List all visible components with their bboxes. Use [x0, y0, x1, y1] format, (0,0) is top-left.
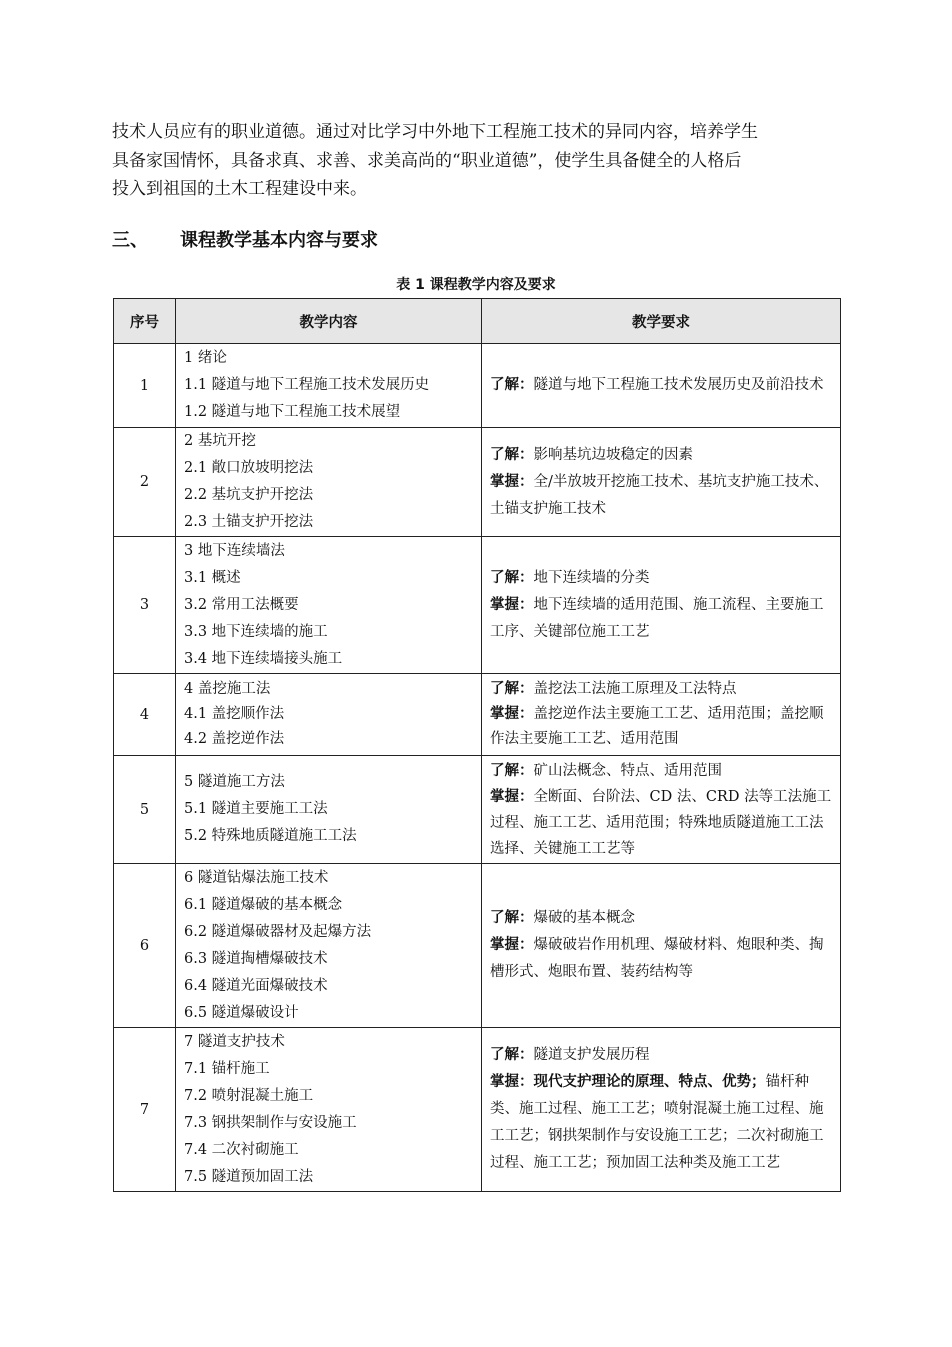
table-row [114, 864, 841, 1028]
content-line: 7 隧道支护技术 [184, 1033, 285, 1050]
row-content [176, 428, 482, 537]
content-line: 3.4 地下连续墙接头施工 [184, 650, 343, 667]
master-text: 全断面、台阶法、CD 法、CRD 法等工法施工过程、施工工艺、适用范围；特殊地质隧道施工工法选择、关键施工工艺等 [490, 788, 832, 857]
understand-text: 地下连续墙的分类 [533, 569, 650, 586]
row-content [176, 756, 482, 864]
section-number: 三、 [112, 230, 148, 251]
content-line: 6 隧道钻爆法施工技术 [184, 869, 329, 886]
master-text: 地下连续墙的适用范围、施工流程、主要施工工序、关键部位施工工艺 [490, 596, 824, 640]
row-seq: 1 [114, 344, 176, 428]
understand-label: 了解： [490, 681, 534, 697]
content-line: 7.5 隧道预加固工法 [184, 1168, 314, 1185]
master-label: 掌握： [490, 937, 534, 953]
header-content: 教学内容 [176, 299, 482, 344]
understand-label: 了解： [490, 762, 534, 779]
content-line: 2.1 敞口放坡明挖法 [184, 460, 314, 476]
row-content [176, 1028, 482, 1192]
row-requirement [482, 756, 841, 864]
content-line: 1 绪论 [184, 350, 227, 366]
course-content-table [113, 298, 841, 1192]
master-text: 锚杆种类、施工过程、施工工艺；喷射混凝土施工过程、施工工艺；钢拱架制作与安设施工工艺；二次衬砌施工过程、施工工艺；预加固工法种类及施工工艺 [490, 1074, 824, 1171]
master-label: 掌握： [490, 1074, 534, 1090]
content-line: 3.3 地下连续墙的施工 [184, 623, 328, 640]
content-line: 7.3 钢拱架制作与安设施工 [184, 1114, 357, 1131]
understand-text: 隧道与地下工程施工技术发展历史及前沿技术 [533, 377, 824, 393]
row-seq: 7 [114, 1028, 176, 1192]
content-line: 3.1 概述 [184, 569, 241, 586]
content-line: 5.2 特殊地质隧道施工工法 [184, 828, 357, 844]
row-seq: 6 [114, 864, 176, 1028]
understand-label: 了解： [490, 910, 534, 926]
master-bold-text: 现代支护理论的原理、特点、优势； [533, 1074, 766, 1090]
content-line: 6.4 隧道光面爆破技术 [184, 977, 328, 994]
understand-label: 了解： [490, 377, 534, 393]
row-content [176, 344, 482, 428]
understand-text: 爆破的基本概念 [533, 910, 635, 926]
row-seq: 3 [114, 537, 176, 674]
row-requirement [482, 674, 841, 756]
understand-text: 盖挖法工法施工原理及工法特点 [533, 681, 737, 697]
header-requirement: 教学要求 [482, 299, 841, 344]
content-line: 6.5 隧道爆破设计 [184, 1004, 299, 1021]
table-caption: 表 1 课程教学内容及要求 [396, 277, 556, 293]
master-label: 掌握： [490, 706, 534, 722]
master-label: 掌握： [490, 788, 534, 805]
content-line: 3 地下连续墙法 [184, 542, 285, 559]
row-seq: 4 [114, 674, 176, 756]
content-line: 1.2 隧道与地下工程施工技术展望 [184, 404, 401, 420]
content-line: 5 隧道施工方法 [184, 774, 285, 790]
master-text: 全/半放坡开挖施工技术、基坑支护施工技术、土锚支护施工技术 [490, 473, 829, 517]
intro-line: 技术人员应有的职业道德。通过对比学习中外地下工程施工技术的异同内容，培养学生 [112, 122, 758, 142]
content-line: 5.1 隧道主要施工工法 [184, 801, 328, 817]
understand-text: 隧道支护发展历程 [533, 1047, 650, 1063]
content-line: 1.1 隧道与地下工程施工技术发展历史 [184, 377, 430, 393]
content-line: 3.2 常用工法概要 [184, 596, 299, 613]
row-seq: 2 [114, 428, 176, 537]
content-line: 2 基坑开挖 [184, 433, 256, 449]
intro-paragraph [112, 118, 840, 204]
content-line: 7.2 喷射混凝土施工 [184, 1087, 314, 1104]
master-label: 掌握： [490, 473, 534, 490]
row-content [176, 864, 482, 1028]
header-seq: 序号 [114, 299, 176, 344]
table-row [114, 428, 841, 537]
content-line: 7.1 锚杆施工 [184, 1060, 270, 1077]
understand-text: 矿山法概念、特点、适用范围 [533, 762, 722, 779]
intro-line: 具备家国情怀，具备求真、求善、求美高尚的“职业道德”，使学生具备健全的人格后 [112, 150, 742, 171]
content-line: 7.4 二次衬砌施工 [184, 1141, 299, 1158]
master-label: 掌握： [490, 596, 534, 613]
section-heading [112, 228, 378, 254]
content-line: 4.1 盖挖顺作法 [184, 706, 285, 722]
content-line: 2.2 基坑支护开挖法 [184, 487, 314, 503]
row-requirement [482, 1028, 841, 1192]
understand-label: 了解： [490, 1047, 534, 1063]
understand-text: 影响基坑边坡稳定的因素 [533, 446, 693, 463]
table-row [114, 674, 841, 756]
content-line: 4 盖挖施工法 [184, 681, 271, 697]
table-row [114, 1028, 841, 1192]
understand-label: 了解： [490, 569, 534, 586]
row-content [176, 674, 482, 756]
row-seq: 5 [114, 756, 176, 864]
table-header-row [114, 299, 841, 344]
row-requirement [482, 344, 841, 428]
intro-line: 投入到祖国的土木工程建设中来。 [112, 179, 367, 199]
content-line: 6.3 隧道掏槽爆破技术 [184, 950, 328, 967]
master-text: 爆破破岩作用机理、爆破材料、炮眼种类、掏槽形式、炮眼布置、装药结构等 [490, 937, 824, 980]
table-row [114, 537, 841, 674]
content-line: 4.2 盖挖逆作法 [184, 731, 285, 747]
table-row [114, 756, 841, 864]
content-line: 6.2 隧道爆破器材及起爆方法 [184, 923, 372, 940]
table-row [114, 344, 841, 428]
section-title: 课程教学基本内容与要求 [180, 230, 378, 251]
content-line: 6.1 隧道爆破的基本概念 [184, 896, 343, 913]
content-line: 2.3 土锚支护开挖法 [184, 514, 314, 530]
master-text: 盖挖逆作法主要施工工艺、适用范围；盖挖顺作法主要施工工艺、适用范围 [490, 706, 824, 747]
understand-label: 了解： [490, 446, 534, 463]
row-content [176, 537, 482, 674]
row-requirement [482, 537, 841, 674]
row-requirement [482, 428, 841, 537]
row-requirement [482, 864, 841, 1028]
